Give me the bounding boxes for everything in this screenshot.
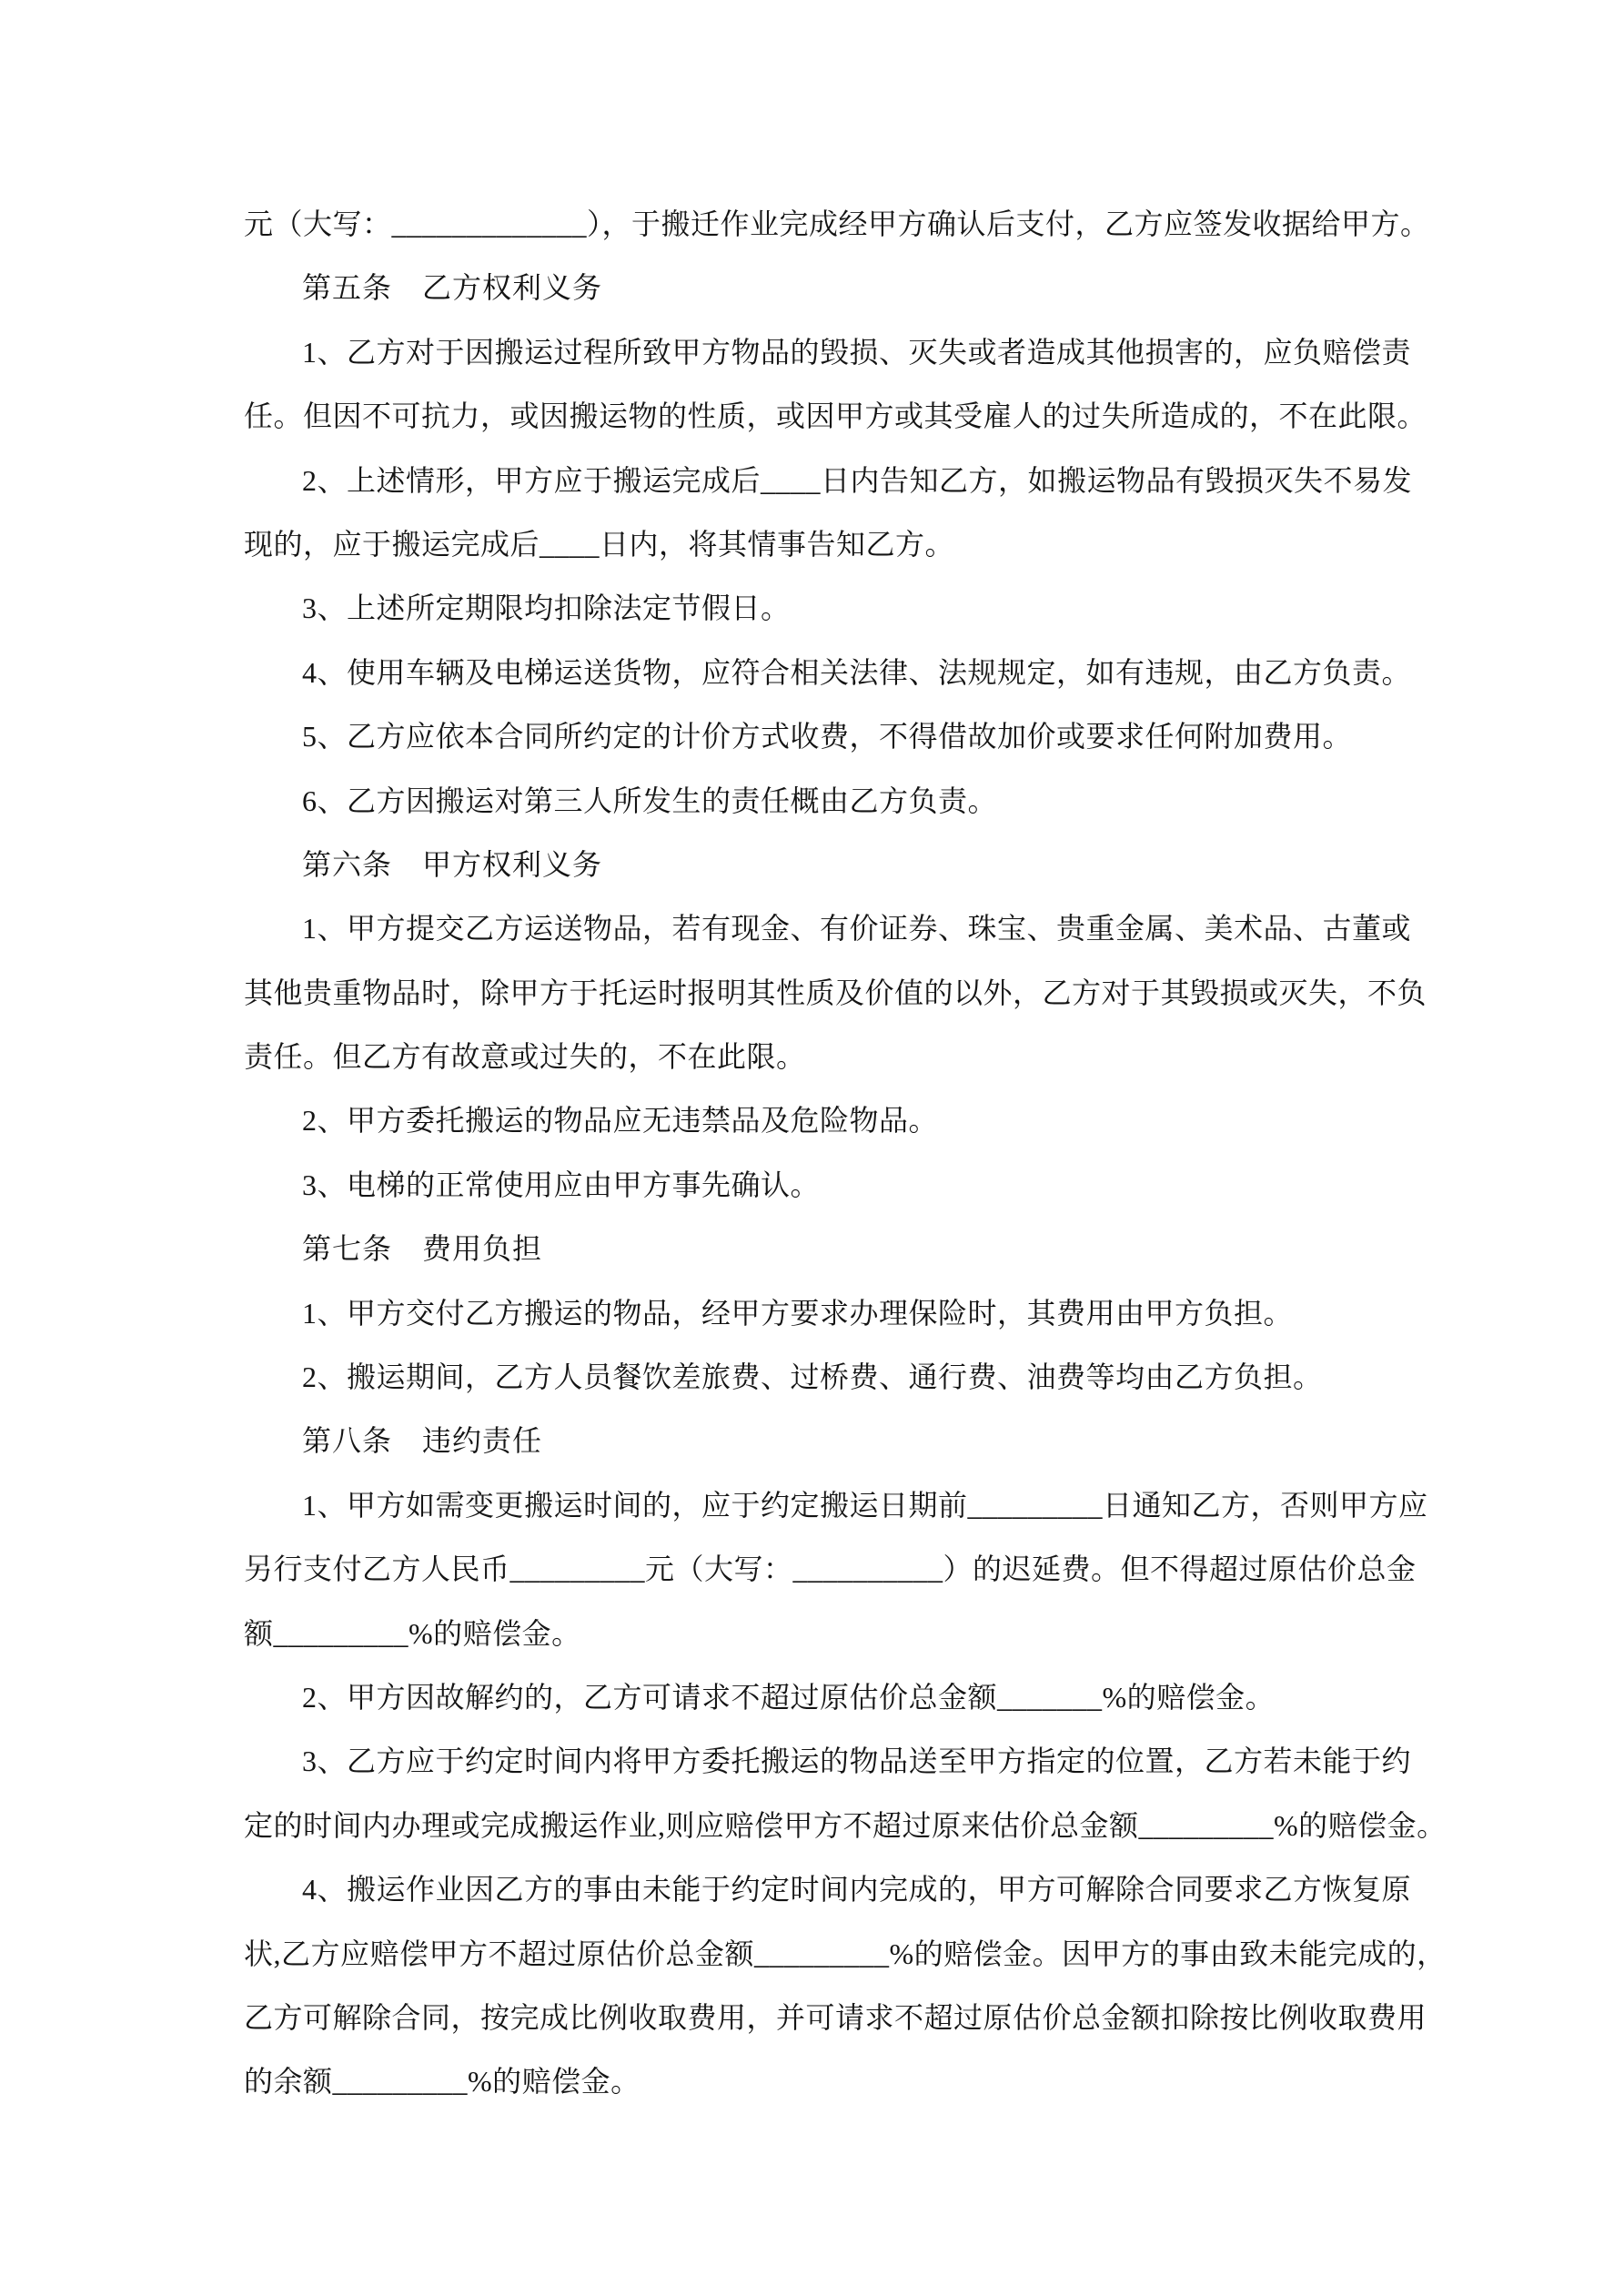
- contract-line: 其他贵重物品时，除甲方于托运时报明其性质及价值的以外，乙方对于其毁损或灭失，不负: [244, 976, 1427, 1009]
- contract-line: 3、上述所定期限均扣除法定节假日。: [302, 592, 791, 625]
- contract-line: 的余额_________%的赔偿金。: [244, 2065, 641, 2099]
- section-heading: 第八条 违约责任: [302, 1424, 543, 1458]
- contract-line: 2、甲方因故解约的，乙方可请求不超过原估价总金额_______%的赔偿金。: [302, 1680, 1276, 1714]
- section-heading: 第六条 甲方权利义务: [302, 847, 603, 881]
- contract-content: [244, 192, 1447, 2114]
- contract-line: 2、搬运期间，乙方人员餐饮差旅费、过桥费、通行费、油费等均由乙方负担。: [302, 1360, 1323, 1394]
- contract-line: 元（大写：_____________），于搬迁作业完成经甲方确认后支付，乙方应签发收据给甲方。: [244, 207, 1430, 240]
- contract-line: 6、乙方因搬运对第三人所发生的责任概由乙方负责。: [302, 784, 998, 817]
- contract-line: 任。但因不可抗力，或因搬运物的性质，或因甲方或其受雇人的过失所造成的，不在此限。: [244, 400, 1427, 433]
- contract-line: 现的，应于搬运完成后____日内，将其情事告知乙方。: [244, 527, 955, 561]
- contract-line: 2、上述情形，甲方应于搬运完成后____日内告知乙方，如搬运物品有毁损灭失不易发: [302, 463, 1413, 497]
- contract-line: 状,乙方应赔偿甲方不超过原估价总金额_________%的赔偿金。因甲方的事由致未能完成的，: [244, 1937, 1447, 1970]
- contract-line: 4、使用车辆及电梯运送货物，应符合相关法律、法规规定，如有违规，由乙方负责。: [302, 655, 1412, 689]
- contract-line: 3、乙方应于约定时间内将甲方委托搬运的物品送至甲方指定的位置，乙方若未能于约: [302, 1745, 1412, 1778]
- contract-line: 1、甲方提交乙方运送物品，若有现金、有价证券、珠宝、贵重金属、美术品、古董或: [302, 912, 1412, 946]
- contract-line: 乙方可解除合同，按完成比例收取费用，并可请求不超过原估价总金额扣除按比例收取费用: [244, 2000, 1427, 2034]
- contract-line: 5、乙方应依本合同所约定的计价方式收费，不得借故加价或要求任何附加费用。: [302, 720, 1353, 754]
- contract-line: 1、甲方交付乙方搬运的物品，经甲方要求办理保险时，其费用由甲方负担。: [302, 1296, 1294, 1330]
- section-heading: 第七条 费用负担: [302, 1232, 543, 1266]
- contract-line: 3、电梯的正常使用应由甲方事先确认。: [302, 1168, 821, 1201]
- contract-line: 责任。但乙方有故意或过失的，不在此限。: [244, 1040, 806, 1074]
- contract-line: 1、乙方对于因搬运过程所致甲方物品的毁损、灭失或者造成其他损害的，应负赔偿责: [302, 335, 1412, 369]
- section-heading: 第五条 乙方权利义务: [302, 271, 603, 305]
- contract-line: 定的时间内办理或完成搬运作业,则应赔偿甲方不超过原来估价总金额_________%的赔偿金。: [244, 1808, 1447, 1842]
- contract-line: 4、搬运作业因乙方的事由未能于约定时间内完成的，甲方可解除合同要求乙方恢复原: [302, 1873, 1412, 1907]
- contract-line: 额_________%的赔偿金。: [244, 1616, 581, 1650]
- contract-line: 另行支付乙方人民币_________元（大写：__________）的迟延费。但不得超过原估价总金: [244, 1553, 1417, 1586]
- contract-line: 1、甲方如需变更搬运时间的，应于约定搬运日期前_________日通知乙方，否则甲方应: [302, 1488, 1428, 1522]
- contract-line: 2、甲方委托搬运的物品应无违禁品及危险物品。: [302, 1104, 939, 1138]
